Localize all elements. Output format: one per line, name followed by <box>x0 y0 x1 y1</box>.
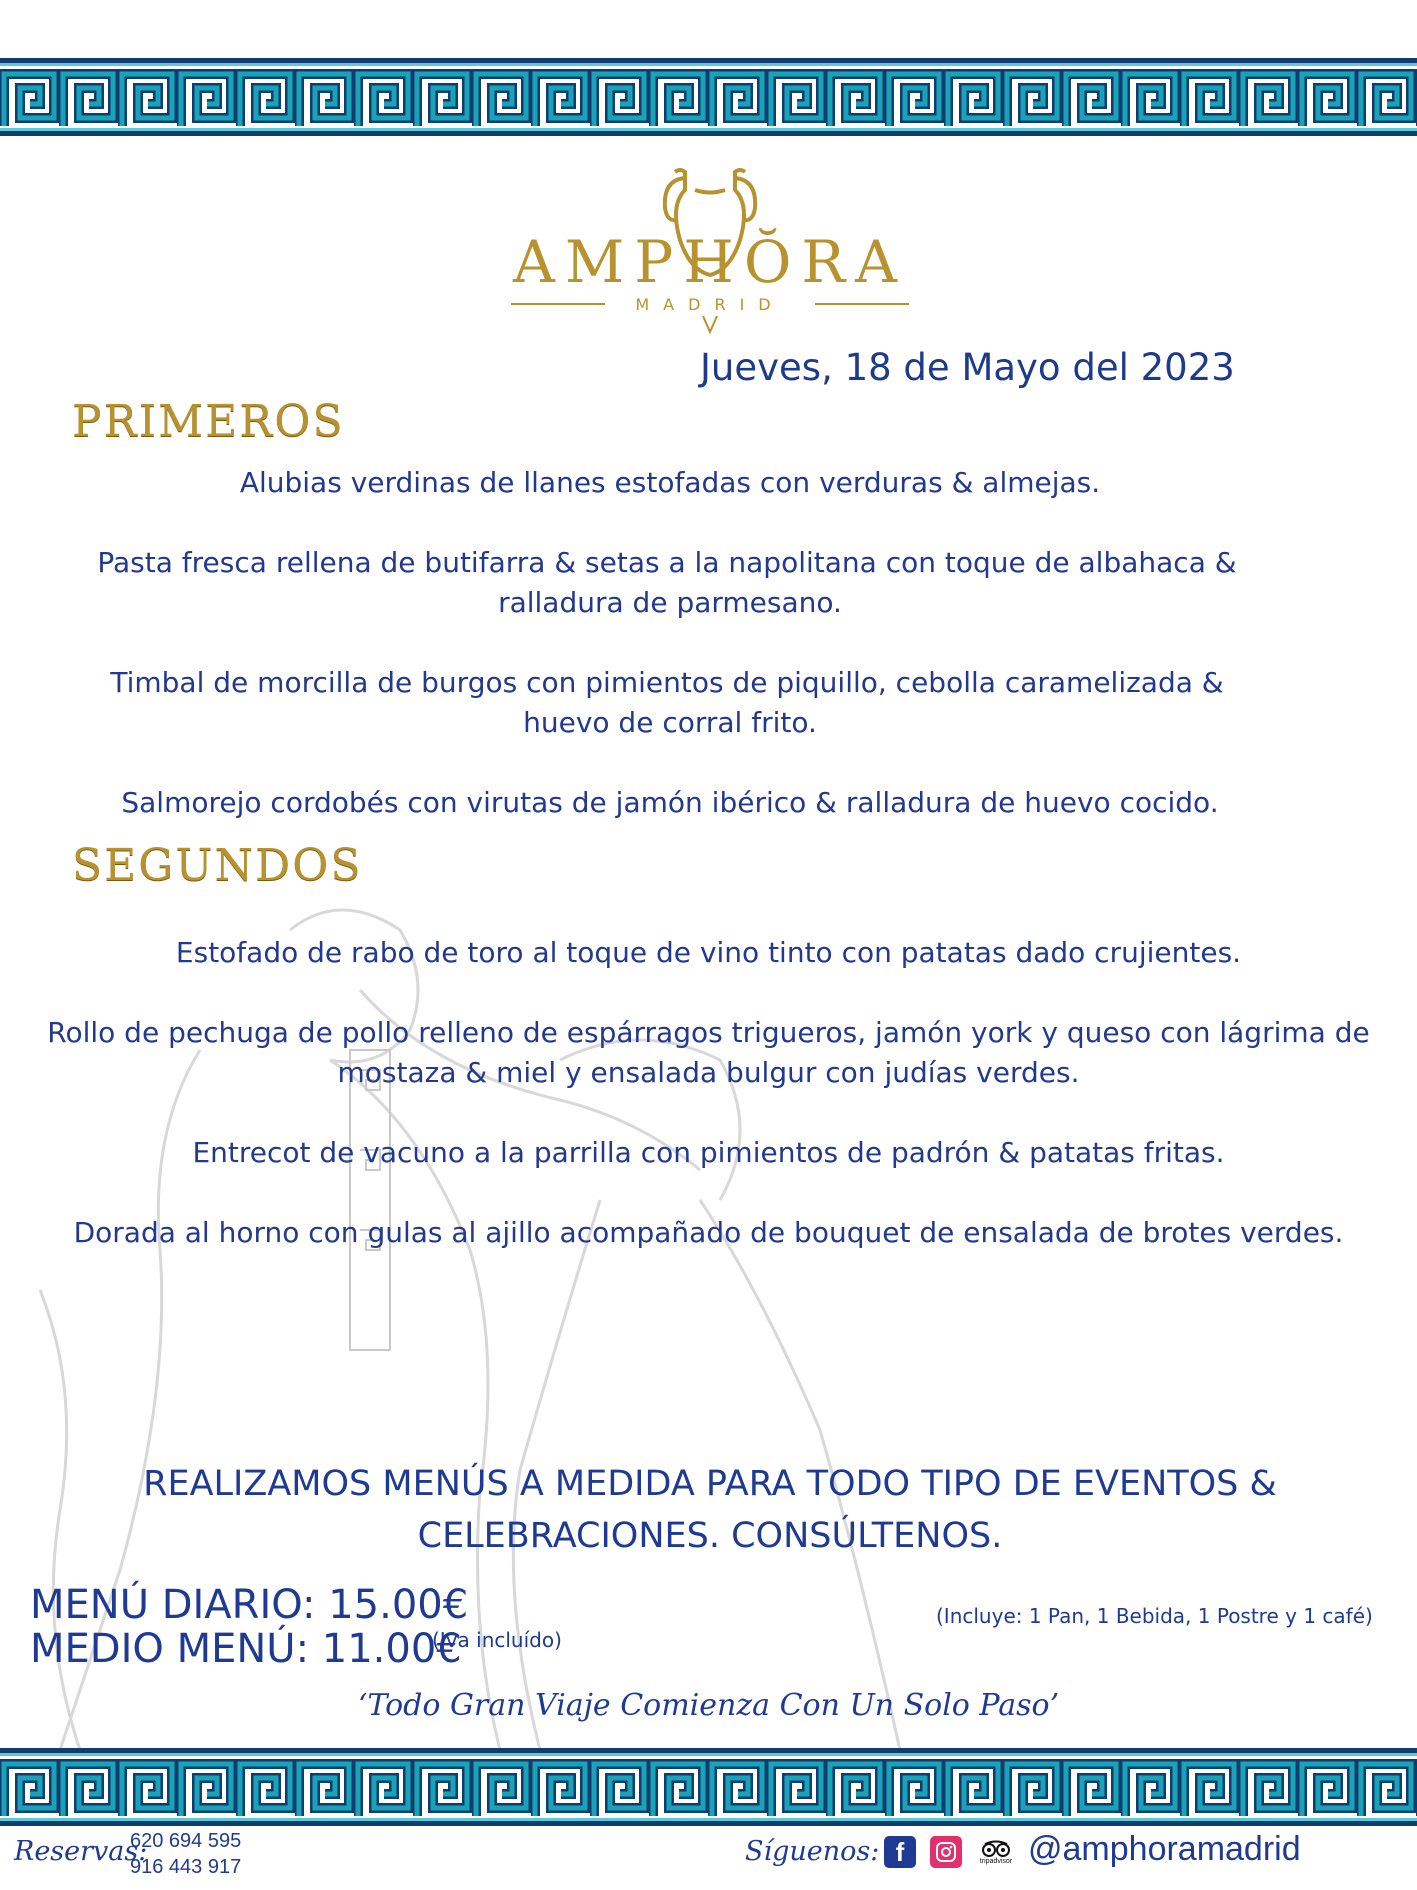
social-handle[interactable]: @amphoramadrid <box>1028 1830 1301 1868</box>
events-promo-line-1: REALIZAMOS MENÚS A MEDIDA PARA TODO TIPO DE EVENTOS & <box>143 1464 1277 1504</box>
motto-quote: ‘Todo Gran Viaje Comienza Con Un Solo Paso’ <box>357 1688 1060 1723</box>
greek-key-border-bottom <box>0 1748 1417 1826</box>
menu-diario-price: MENÚ DIARIO: 15.00€ <box>30 1582 469 1628</box>
siguenos-label: Síguenos: <box>745 1836 880 1867</box>
tripadvisor-icon[interactable] <box>976 1836 1016 1868</box>
primeros-dish-3-line-1: Timbal de morcilla de burgos con pimientos de piquillo, cebolla caramelizada & <box>110 666 1224 699</box>
primeros-dish-2-line-2: ralladura de parmesano. <box>498 586 842 619</box>
segundos-dish-2-line-2: mostaza & miel y ensalada bulgur con judías verdes. <box>337 1056 1080 1089</box>
amphora-logo <box>505 160 915 340</box>
primeros-dish-3-line-2: huevo de corral frito. <box>523 706 817 739</box>
menu-date: Jueves, 18 de Mayo del 2023 <box>700 346 1235 389</box>
reservas-label: Reservas: <box>14 1836 148 1867</box>
tripadvisor-label: tripadvisor <box>979 1857 1013 1865</box>
primeros-heading: PRIMEROS <box>72 396 345 447</box>
primeros-dish-2-line-1: Pasta fresca rellena de butifarra & setas a la napolitana con toque de albahaca & <box>97 546 1237 579</box>
segundos-dish-3: Entrecot de vacuno a la parrilla con pimientos de padrón & patatas fritas. <box>192 1136 1225 1169</box>
segundos-heading: SEGUNDOS <box>72 840 363 891</box>
primeros-dish-4: Salmorejo cordobés con virutas de jamón ibérico & ralladura de huevo cocido. <box>121 786 1219 819</box>
greek-key-border-top <box>0 58 1417 136</box>
events-promo-line-2: CELEBRACIONES. CONSÚLTENOS. <box>417 1516 1003 1556</box>
facebook-icon[interactable]: f <box>884 1836 916 1868</box>
menu-includes-note: (Incluye: 1 Pan, 1 Bebida, 1 Postre y 1 café) <box>936 1604 1373 1628</box>
instagram-icon[interactable] <box>930 1836 962 1868</box>
phone-number-1[interactable]: 620 694 595 <box>130 1830 242 1852</box>
phone-number-2[interactable]: 916 443 917 <box>130 1856 242 1878</box>
iva-note: (Iva incluído) <box>432 1628 562 1652</box>
segundos-dish-2-line-1: Rollo de pechuga de pollo relleno de espárragos trigueros, jamón york y queso con lágrima de <box>47 1016 1370 1049</box>
segundos-dish-1: Estofado de rabo de toro al toque de vino tinto con patatas dado crujientes. <box>175 936 1242 969</box>
logo-subtitle: MADRID <box>635 295 785 314</box>
logo-wordmark: AMPHŎRA <box>513 228 907 296</box>
medio-menu-price: MEDIO MENÚ: 11.00€ <box>30 1626 462 1672</box>
segundos-dish-4: Dorada al horno con gulas al ajillo acompañado de bouquet de ensalada de brotes verdes. <box>73 1216 1344 1249</box>
primeros-dish-1: Alubias verdinas de llanes estofadas con verduras & almejas. <box>239 466 1101 499</box>
